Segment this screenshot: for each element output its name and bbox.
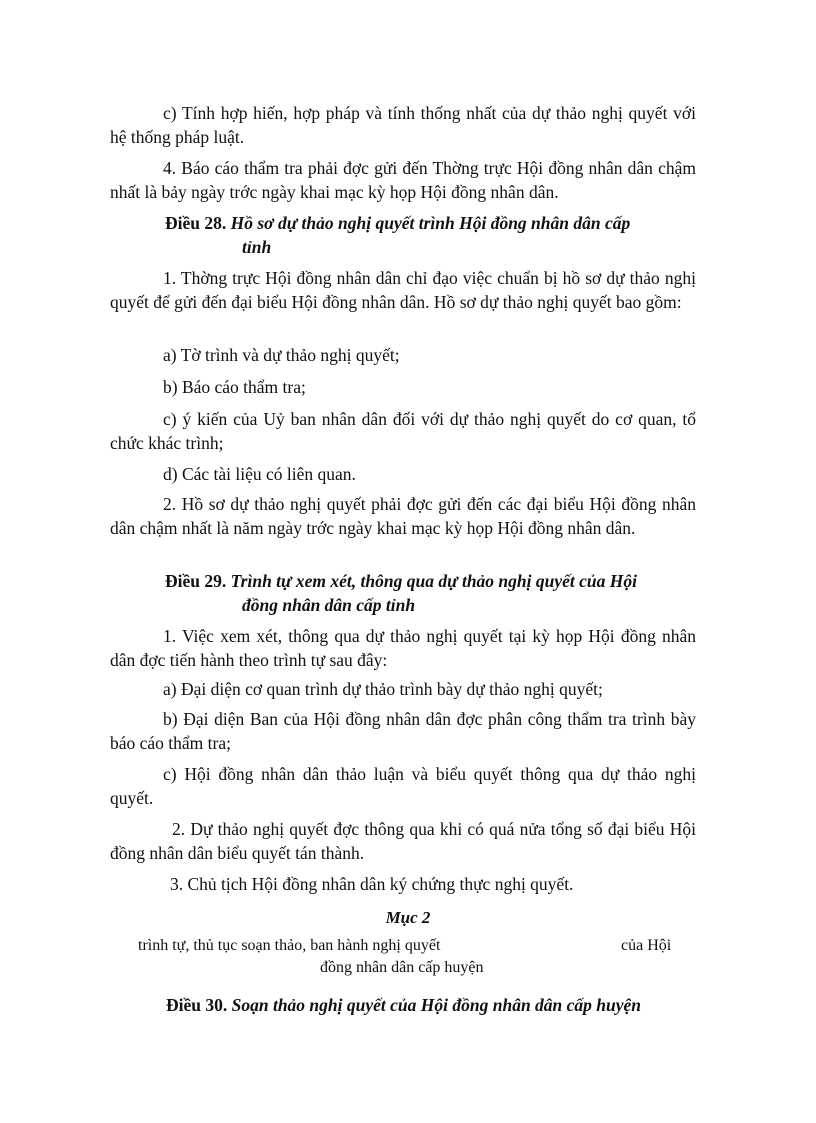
paragraph: c) Tính hợp hiến, hợp pháp và tính thống nhất của dự thảo nghị quyết với hệ thống pháp luật.	[110, 103, 696, 147]
article-label: Điều 28.	[165, 213, 227, 233]
paragraph: 4. Báo cáo thẩm tra phải đợc gửi đến Thờng trực Hội đồng nhân dân chậm nhất là bảy ngày trớc ngày khai mạc kỳ họp Hội đồng nhân dân.	[110, 158, 696, 202]
article-title: Hồ sơ dự thảo nghị quyết trình Hội đồng nhân dân cấp	[230, 213, 631, 233]
paragraph: c) Hội đồng nhân dân thảo luận và biểu quyết thông qua dự thảo nghị quyết.	[110, 764, 696, 808]
article-label: Điều 30.	[166, 995, 228, 1015]
paragraph: 2. Hồ sơ dự thảo nghị quyết phải đợc gửi đến các đại biểu Hội đồng nhân dân chậm nhất là năm ngày trớc ngày khai mạc kỳ họp Hội đồng nhân dân.	[110, 494, 696, 538]
paragraph: b) Đại diện Ban của Hội đồng nhân dân đợc phân công thẩm tra trình bày báo cáo thẩm tra;	[110, 709, 696, 753]
paragraph: 1. Thờng trực Hội đồng nhân dân chỉ đạo việc chuẩn bị hồ sơ dự thảo nghị quyết để gửi đến đại biểu Hội đồng nhân dân. Hồ sơ dự thảo nghị quyết bao gồm:	[110, 268, 696, 312]
article-title: Soạn thảo nghị quyết của Hội đồng nhân dân cấp huyện	[231, 995, 642, 1015]
article-heading-28	[165, 211, 696, 259]
paragraph: a) Đại diện cơ quan trình dự thảo trình bày dự thảo nghị quyết;	[163, 679, 603, 699]
article-label: Điều 29.	[165, 571, 227, 591]
section-title-part2: của Hội	[621, 937, 672, 954]
paragraph: c) ý kiến của Uỷ ban nhân dân đối với dự thảo nghị quyết do cơ quan, tổ chức khác trình;	[110, 409, 696, 453]
paragraph: 3. Chủ tịch Hội đồng nhân dân ký chứng thực nghị quyết.	[170, 874, 574, 894]
article-title-line2: đồng nhân dân cấp tỉnh	[242, 595, 416, 615]
section-label: Mục 2	[385, 908, 431, 927]
section-title-part1: trình tự, thủ tục soạn thảo, ban hành nghị quyết	[138, 937, 441, 954]
article-heading-30	[166, 993, 726, 1017]
article-heading-29	[165, 569, 696, 617]
paragraph: a) Tờ trình và dự thảo nghị quyết;	[163, 345, 400, 365]
paragraph: d) Các tài liệu có liên quan.	[163, 464, 356, 484]
paragraph: 2. Dự thảo nghị quyết đợc thông qua khi có quá nửa tổng số đại biểu Hội đồng nhân dân biểu quyết tán thành.	[110, 819, 696, 863]
article-title-line2: tỉnh	[242, 237, 272, 257]
article-title: Trình tự xem xét, thông qua dự thảo nghị quyết của Hội	[230, 571, 637, 591]
section-title-line2: đồng nhân dân cấp huyện	[320, 959, 484, 976]
paragraph: b) Báo cáo thẩm tra;	[163, 377, 306, 397]
paragraph: 1. Việc xem xét, thông qua dự thảo nghị quyết tại kỳ họp Hội đồng nhân dân đợc tiến hành theo trình tự sau đây:	[110, 626, 696, 670]
